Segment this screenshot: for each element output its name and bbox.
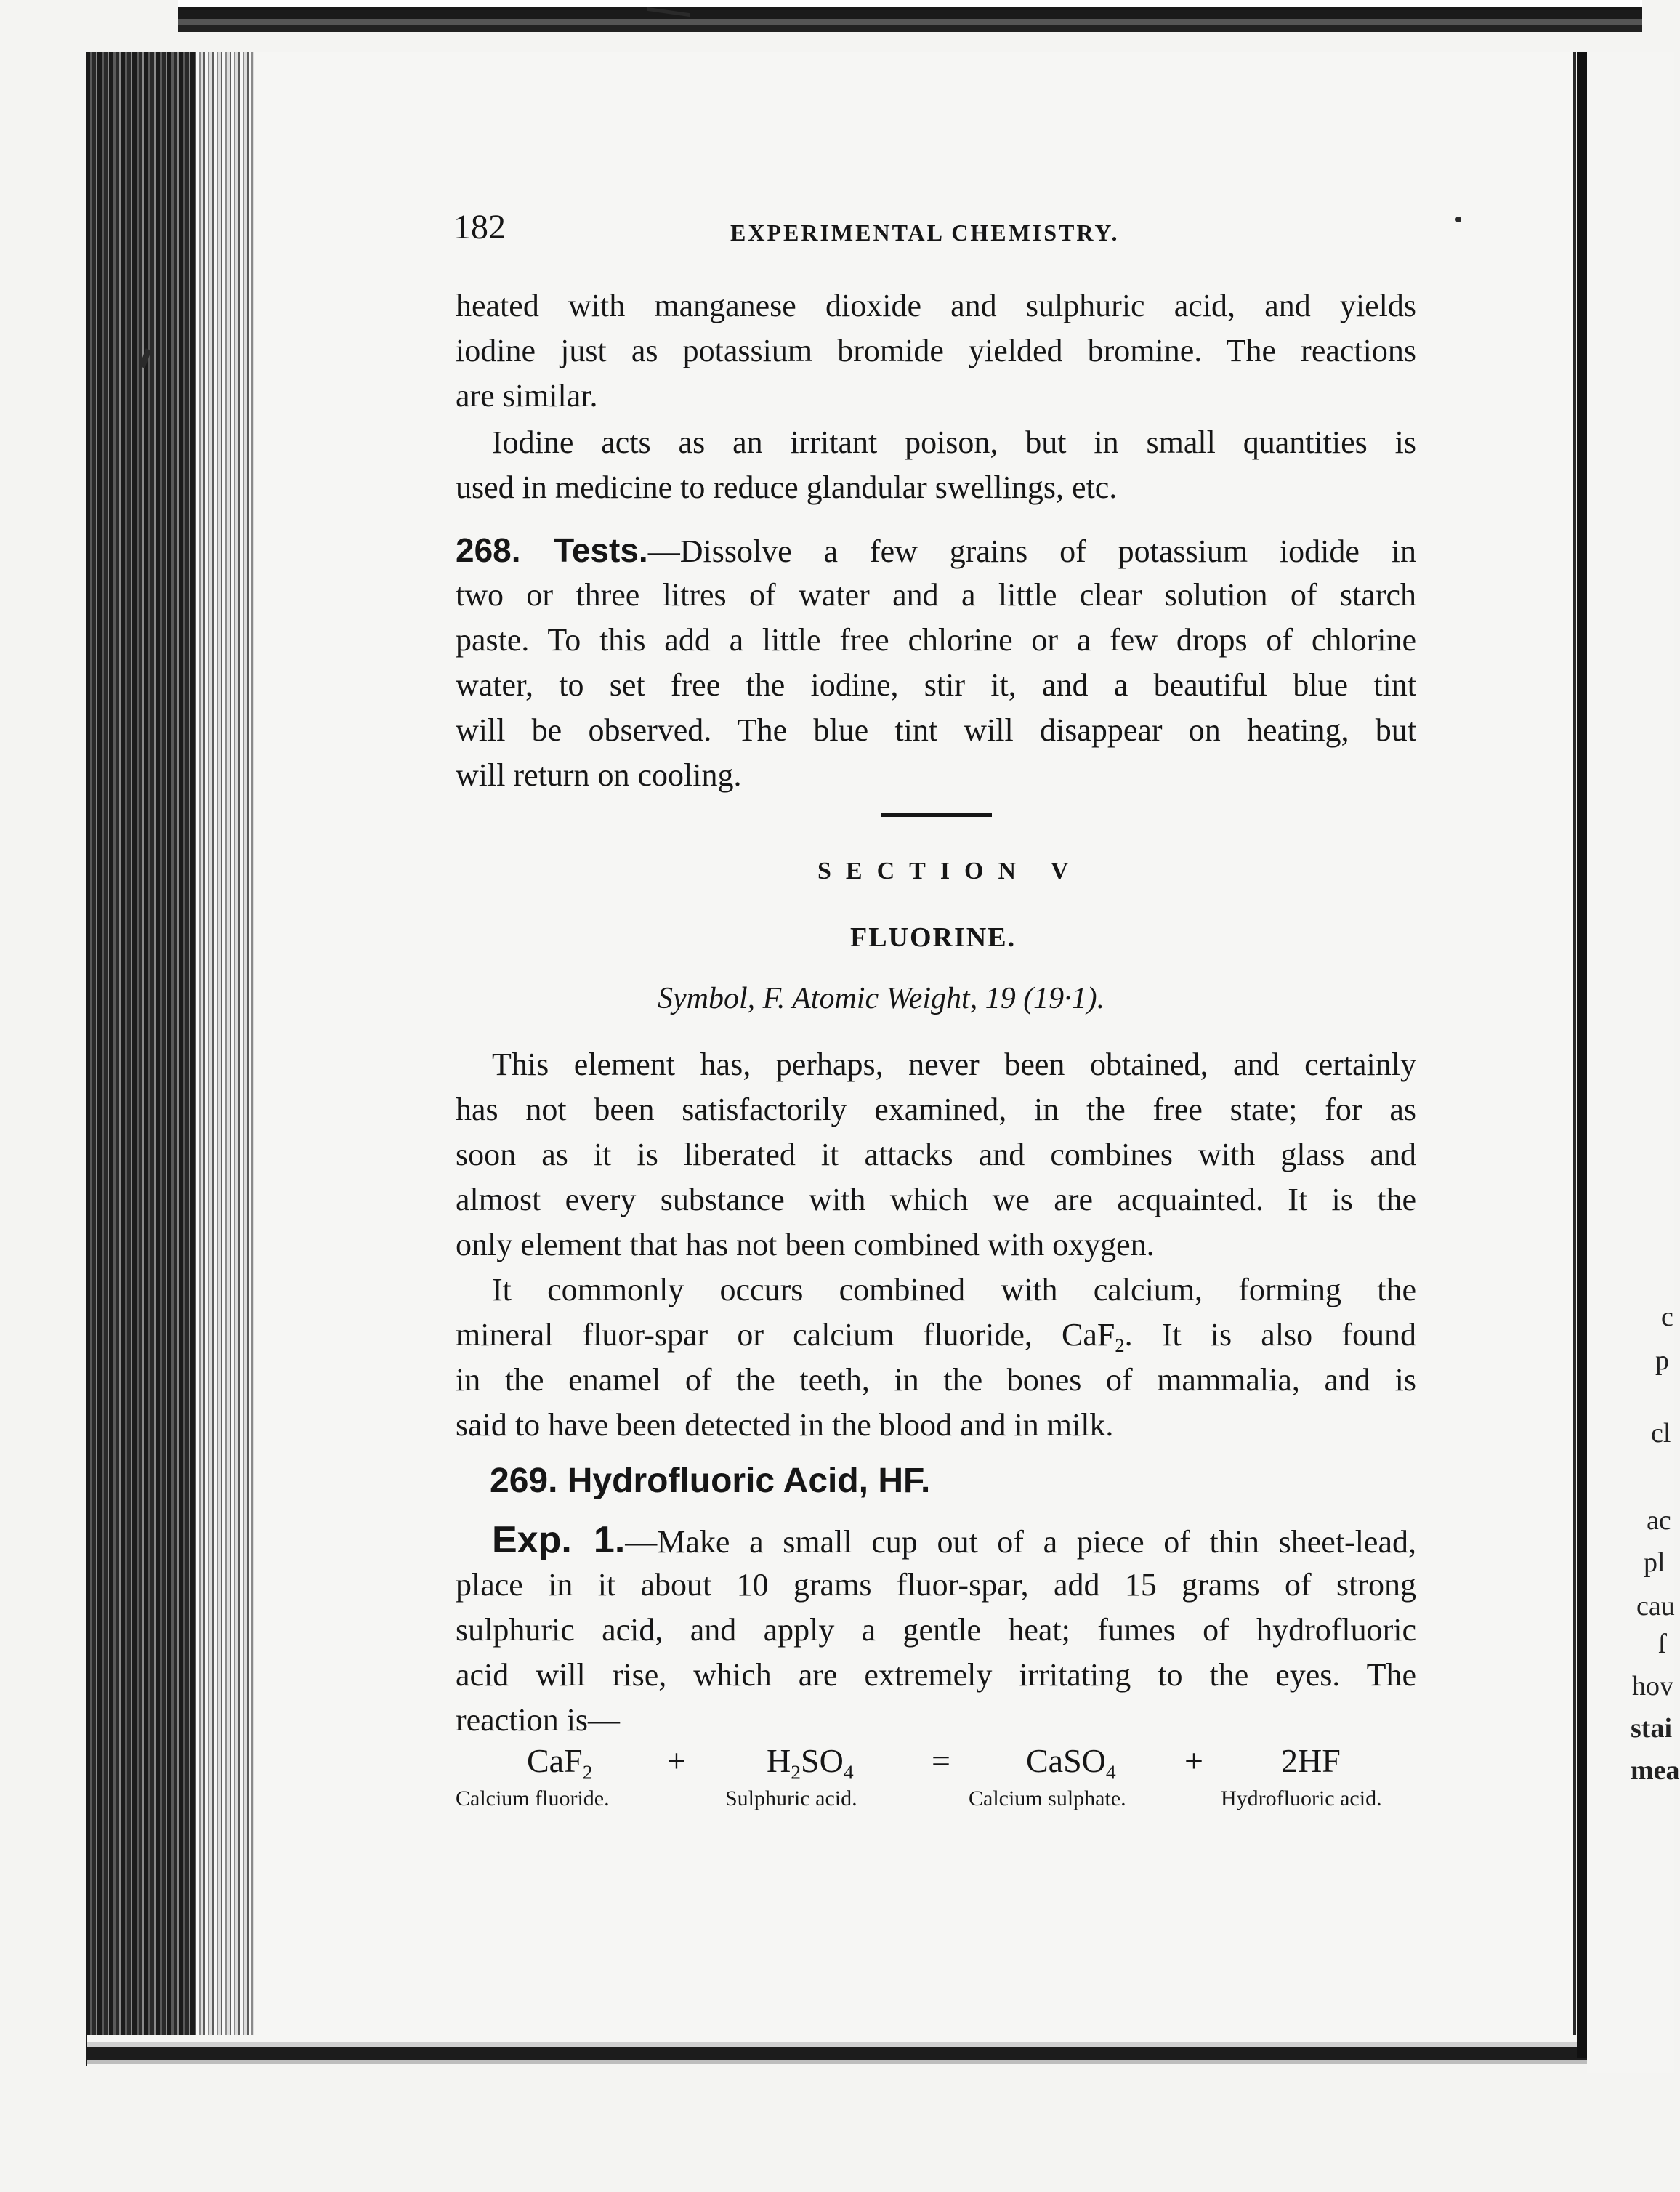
- text-line: said to have been detected in the blood and in milk.: [456, 1407, 1114, 1443]
- formula-base: H: [767, 1742, 791, 1779]
- equation-term-hydrofluoric-acid: [1281, 1741, 1341, 1780]
- text-fragment: . It is also found: [1124, 1317, 1416, 1353]
- facing-fragment: cl: [1651, 1418, 1671, 1448]
- exp-label: Exp. 1.: [492, 1519, 626, 1561]
- text-line: place in it about 10 grams fluor-spar, add 15 grams of strong: [456, 1567, 1416, 1603]
- text-line: water, to set free the iodine, stir it, and a beautiful blue tint: [456, 667, 1416, 703]
- facing-fragment: p: [1655, 1345, 1669, 1376]
- scan-top-edge: [178, 0, 1642, 52]
- text-line-with-formula: [456, 1313, 1416, 1358]
- text-line: iodine just as potassium bromide yielded bromine. The reactions: [456, 333, 1416, 368]
- facing-fragment: cau: [1636, 1591, 1675, 1621]
- exp-first-line-text: —Make a small cup out of a piece of thin sheet-lead,: [625, 1524, 1416, 1560]
- subscript: 2: [582, 1760, 593, 1784]
- facing-fragment: stai: [1631, 1713, 1672, 1744]
- text-line: sulphuric acid, and apply a gentle heat; fumes of hydrofluoric: [456, 1612, 1416, 1648]
- term-name: Calcium sulphate.: [969, 1786, 1126, 1810]
- section-title: SECTION V: [817, 858, 1083, 885]
- text-line: acid will rise, which are extremely irritating to the eyes. The: [456, 1657, 1416, 1693]
- subscript: 4: [1105, 1760, 1116, 1784]
- text-line: two or three litres of water and a little clear solution of starch: [456, 577, 1416, 613]
- facing-fragment: hov: [1632, 1671, 1673, 1701]
- page-stack-highlight: [196, 52, 254, 2066]
- running-head: EXPERIMENTAL CHEMISTRY.: [730, 219, 1120, 246]
- text-line: almost every substance with which we are acquainted. It is the: [456, 1182, 1416, 1217]
- facing-fragment: ſ: [1658, 1629, 1666, 1659]
- subscript: 2: [791, 1760, 801, 1784]
- formula-base: 2HF: [1281, 1742, 1341, 1779]
- term-name: Sulphuric acid.: [725, 1786, 857, 1810]
- text-line: will return on cooling.: [456, 757, 742, 793]
- text-line: will be observed. The blue tint will disappear on heating, but: [456, 712, 1416, 748]
- term-name: Hydrofluoric acid.: [1221, 1786, 1382, 1810]
- text-line: only element that has not been combined with oxygen.: [456, 1227, 1155, 1262]
- text-line: are similar.: [456, 378, 598, 414]
- symbol-atomic-weight: Symbol, F. Atomic Weight, 19 (19·1).: [658, 982, 1105, 1015]
- facing-fragment: c: [1661, 1302, 1673, 1332]
- subscript: 4: [843, 1760, 854, 1784]
- equals-sign: =: [932, 1742, 950, 1779]
- text-line: has not been satisfactorily examined, in the free state; for as: [456, 1092, 1416, 1127]
- tests-heading: 268. Tests.: [456, 531, 648, 569]
- formula-base: SO: [801, 1742, 844, 1779]
- text-line: Iodine acts as an irritant poison, but in small quantities is: [492, 424, 1416, 460]
- tests-first-line-text: —Dissolve a few grains of potassium iodide in: [647, 533, 1416, 569]
- text-line: It commonly occurs combined with calcium, forming the: [492, 1272, 1416, 1307]
- plus-sign: +: [667, 1742, 686, 1779]
- text-line: heated with manganese dioxide and sulphuric acid, and yields: [456, 288, 1416, 323]
- text-line: paste. To this add a little free chlorine or a few drops of chlorine: [456, 622, 1416, 658]
- term-name: Calcium fluoride.: [456, 1786, 610, 1810]
- subscript: 2: [1115, 1334, 1125, 1357]
- formula-base: CaF: [527, 1742, 583, 1779]
- text-line: soon as it is liberated it attacks and combines with glass and: [456, 1137, 1416, 1172]
- equation-term-calcium-sulphate: [1026, 1741, 1116, 1784]
- text-fragment: mineral fluor-spar or calcium fluoride, CaF: [456, 1317, 1115, 1353]
- text-line: in the enamel of the teeth, in the bones of mammalia, and is: [456, 1362, 1416, 1398]
- hf-heading: 269. Hydrofluoric Acid, HF.: [490, 1462, 931, 1500]
- scan-bottom-edge: [87, 2035, 1628, 2079]
- text-line: reaction is—: [456, 1702, 621, 1738]
- formula-base: CaSO: [1026, 1742, 1106, 1779]
- tests-first-line: [456, 528, 1416, 574]
- facing-fragment: mea: [1631, 1755, 1680, 1786]
- page-number: 182: [453, 208, 506, 246]
- section-rule: [881, 813, 992, 817]
- text-line: used in medicine to reduce glandular swellings, etc.: [456, 470, 1118, 505]
- equation-term-calcium-fluoride: [527, 1741, 593, 1784]
- facing-fragment: pl: [1644, 1547, 1665, 1578]
- book-gutter: [1577, 52, 1587, 2058]
- text-line: This element has, perhaps, never been obtained, and certainly: [492, 1047, 1416, 1082]
- plus-sign: +: [1184, 1742, 1203, 1779]
- scan-artifact: [1455, 217, 1461, 222]
- exp-first-line: [492, 1518, 1416, 1565]
- equation-term-sulphuric-acid: [767, 1741, 854, 1784]
- element-name: FLUORINE.: [850, 922, 1017, 953]
- facing-fragment: ac: [1647, 1505, 1671, 1536]
